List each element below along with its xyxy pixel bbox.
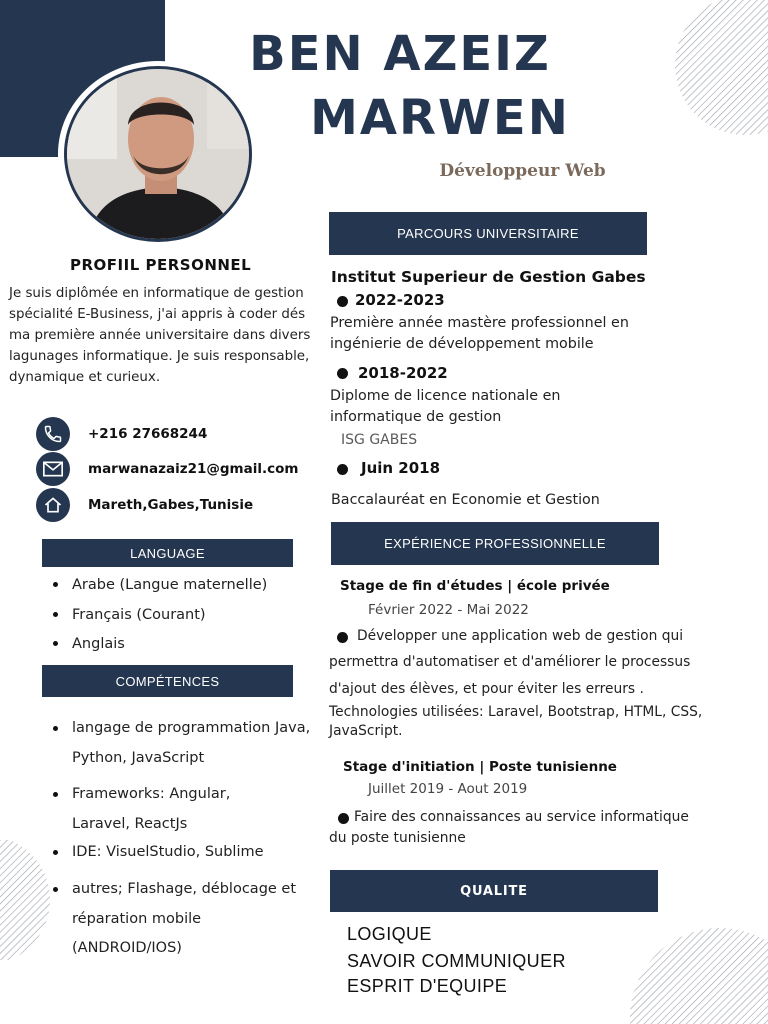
education-title: PARCOURS UNIVERSITAIRE	[397, 226, 579, 241]
education-desc: ingénierie de développement mobile	[330, 336, 594, 352]
contact-phone-row	[36, 417, 208, 451]
contact-address: Mareth,Gabes,Tunisie	[88, 497, 254, 513]
list-item: langage de programmation Java, Python, JavaScript	[52, 714, 322, 773]
language-title: LANGUAGE	[130, 545, 205, 561]
experience-title: EXPÉRIENCE PROFESSIONNELLE	[384, 536, 606, 551]
bullet-dot	[337, 368, 348, 379]
job-desc: JavaScript.	[329, 723, 403, 739]
quality-section-bar	[330, 870, 658, 912]
list-item: IDE: VisuelStudio, Sublime	[52, 838, 322, 868]
skills-title: COMPÉTENCES	[115, 673, 220, 689]
contact-email[interactable]: marwanazaiz21@gmail.com	[88, 461, 299, 477]
list-item: Français (Courant)	[52, 601, 267, 631]
education-desc: informatique de gestion	[330, 409, 502, 425]
portrait-photo	[64, 66, 252, 242]
job-desc: du poste tunisienne	[329, 830, 466, 846]
education-desc: Baccalauréat en Economie et Gestion	[331, 492, 600, 508]
profile-title: PROFIIL PERSONNEL	[70, 256, 252, 274]
education-year: Juin 2018	[361, 459, 441, 477]
name-line-1: BEN AZEIZ	[249, 26, 551, 82]
experience-section-bar	[331, 522, 659, 565]
bullet-dot	[337, 632, 348, 643]
quality-title: QUALITE	[460, 883, 528, 899]
bullet-dot	[338, 813, 349, 824]
job-desc: d'ajout des élèves, et pour éviter les erreurs .	[329, 681, 644, 697]
contact-address-row	[36, 488, 254, 522]
stripe-circle-left	[0, 840, 55, 960]
bullet-dot	[337, 296, 348, 307]
job-desc: Technologies utilisées: Laravel, Bootstrap, HTML, CSS,	[329, 704, 703, 720]
job-dates: Février 2022 - Mai 2022	[368, 602, 529, 618]
job-subtitle: Développeur Web	[439, 161, 606, 181]
envelope-icon	[36, 452, 70, 486]
job-dates: Juillet 2019 - Aout 2019	[368, 781, 528, 797]
job-title: Stage d'initiation | Poste tunisienne	[343, 759, 617, 775]
job-desc: Faire des connaissances au service informatique	[354, 809, 689, 825]
stripe-circle-top-right	[670, 0, 768, 140]
home-icon	[36, 488, 70, 522]
quality-item: LOGIQUE	[347, 924, 432, 944]
education-institute: Institut Superieur de Gestion Gabes	[331, 268, 646, 286]
phone-icon	[36, 417, 70, 451]
name-line-2: MARWEN	[310, 90, 570, 146]
language-list	[52, 571, 267, 660]
education-year: 2018-2022	[358, 364, 448, 382]
job-title: Stage de fin d'études | école privée	[340, 578, 610, 594]
contact-phone: +216 27668244	[88, 426, 208, 442]
education-school: ISG GABES	[341, 432, 418, 448]
bullet-dot	[337, 464, 348, 475]
stripe-circle-bottom-right	[615, 918, 768, 1024]
quality-item: ESPRIT D'EQUIPE	[347, 976, 508, 996]
list-item: Anglais	[52, 630, 267, 660]
list-item: Frameworks: Angular, Laravel, ReactJs	[52, 780, 262, 839]
education-desc: Diplome de licence nationale en	[330, 388, 561, 404]
profile-text: Je suis diplômée en informatique de gestion spécialité E-Business, j'ai appris à coder dés ma première année universitaire dans divers lagunages informatique. Je suis responsable, dynamique et curieux.	[9, 286, 311, 385]
skills-section-bar	[42, 665, 293, 697]
education-desc: Première année mastère professionnel en	[330, 315, 629, 331]
quality-item: SAVOIR COMMUNIQUER	[347, 951, 566, 971]
list-item: Arabe (Langue maternelle)	[52, 571, 267, 601]
contact-email-row	[36, 452, 299, 486]
list-item: autres; Flashage, déblocage et réparation mobile (ANDROID/IOS)	[52, 875, 312, 964]
education-section-bar	[329, 212, 647, 255]
job-desc: Développer une application web de gestion qui	[357, 628, 684, 644]
language-section-bar	[42, 539, 293, 567]
job-desc: permettra d'automatiser et d'améliorer le processus	[329, 654, 691, 670]
education-year: 2022-2023	[355, 291, 445, 309]
